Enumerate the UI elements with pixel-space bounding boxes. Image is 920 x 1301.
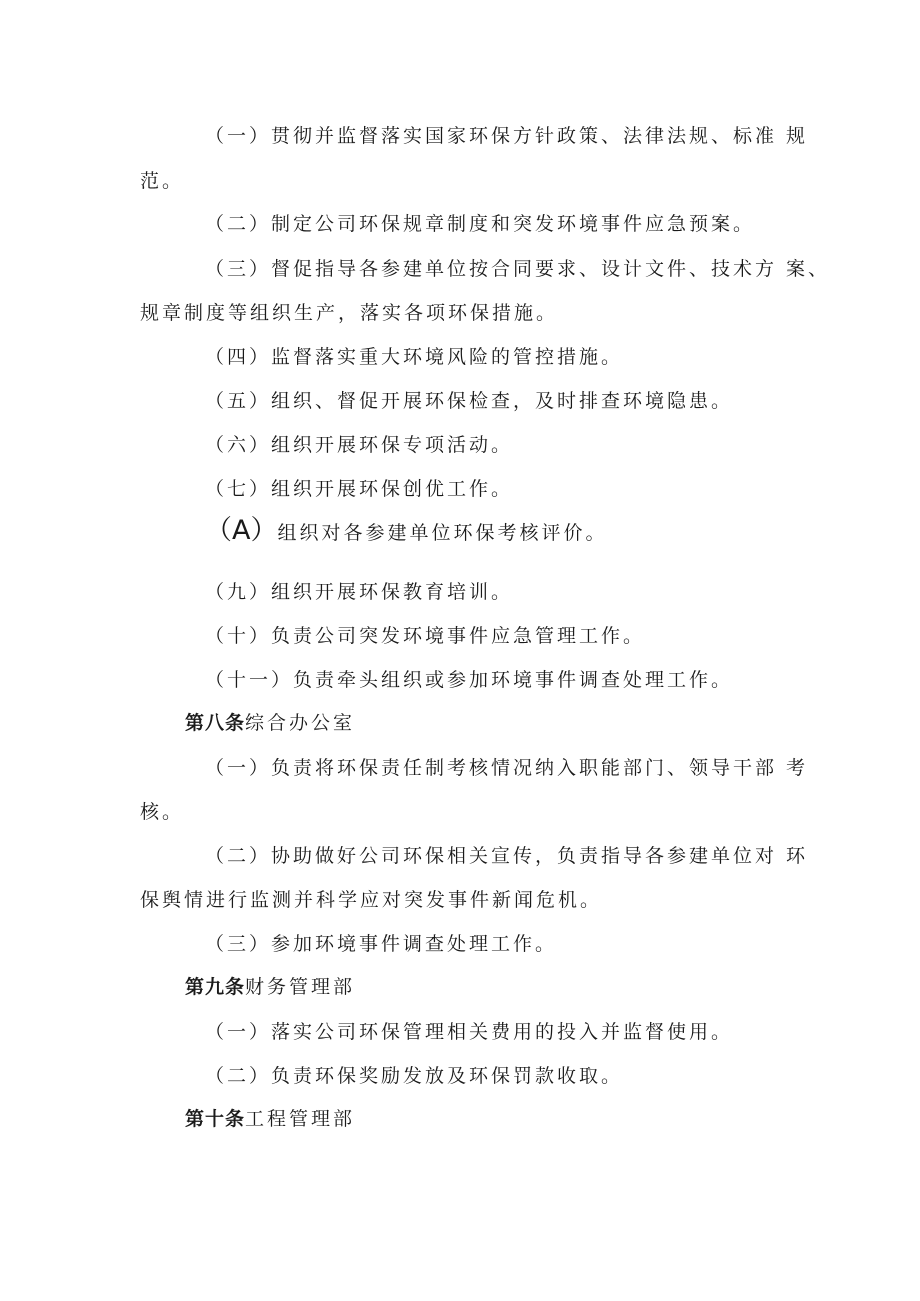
article-heading	[185, 1107, 355, 1131]
item-text: 组织对各参建单位环保考核评价。	[277, 522, 608, 544]
article-title: 财务管理部	[245, 976, 356, 998]
paragraph-continuation: 范。	[140, 170, 185, 192]
paragraph-line: （二）制定公司环保规章制度和突发环境事件应急预案。	[205, 213, 756, 235]
article-number: 第八条	[185, 712, 246, 734]
article-title: 综合办公室	[245, 712, 356, 734]
article-title: 工程管理部	[245, 1108, 356, 1130]
paragraph-line: （十一）负责牵头组织或参加环境事件调查处理工作。	[205, 669, 734, 691]
paragraph-line: （四）监督落实重大环境风险的管控措施。	[205, 346, 624, 368]
paragraph-line: （十）负责公司突发环境事件应急管理工作。	[205, 625, 646, 647]
paragraph-line: （一）落实公司环保管理相关费用的投入并监督使用。	[205, 1021, 734, 1043]
paragraph-line: （二）协助做好公司环保相关宣传，负责指导各参建单位对 环	[205, 845, 809, 867]
paragraph-line: （二）负责环保奖励发放及环保罚款收取。	[205, 1065, 624, 1087]
paragraph-line: （七）组织开展环保创优工作。	[205, 478, 514, 500]
paragraph-line: （五）组织、督促开展环保检查，及时排查环境隐患。	[205, 390, 734, 412]
paragraph-line: （六）组织开展环保专项活动。	[205, 434, 514, 456]
paragraph-line: （九）组织开展环保教育培训。	[205, 581, 514, 603]
paragraph-continuation: 保舆情进行监测并科学应对突发事件新闻危机。	[140, 889, 603, 911]
article-heading	[185, 711, 355, 735]
item-number-label: （A）	[205, 515, 278, 546]
paragraph-line: （一）贯彻并监督落实国家环保方针政策、法律法规、标准 规	[205, 125, 809, 147]
article-heading	[185, 975, 355, 999]
paragraph-line	[205, 515, 608, 546]
paragraph-continuation: 规章制度等组织生产，落实各项环保措施。	[140, 302, 559, 324]
paragraph-line: （一）负责将环保责任制考核情况纳入职能部门、领导干部 考	[205, 757, 809, 779]
paragraph-line: （三）督促指导各参建单位按合同要求、设计文件、技术方 案、	[205, 258, 831, 280]
paragraph-line: （三）参加环境事件调查处理工作。	[205, 933, 558, 955]
article-number: 第十条	[185, 1108, 246, 1130]
paragraph-continuation: 核。	[140, 801, 185, 823]
article-number: 第九条	[185, 976, 246, 998]
